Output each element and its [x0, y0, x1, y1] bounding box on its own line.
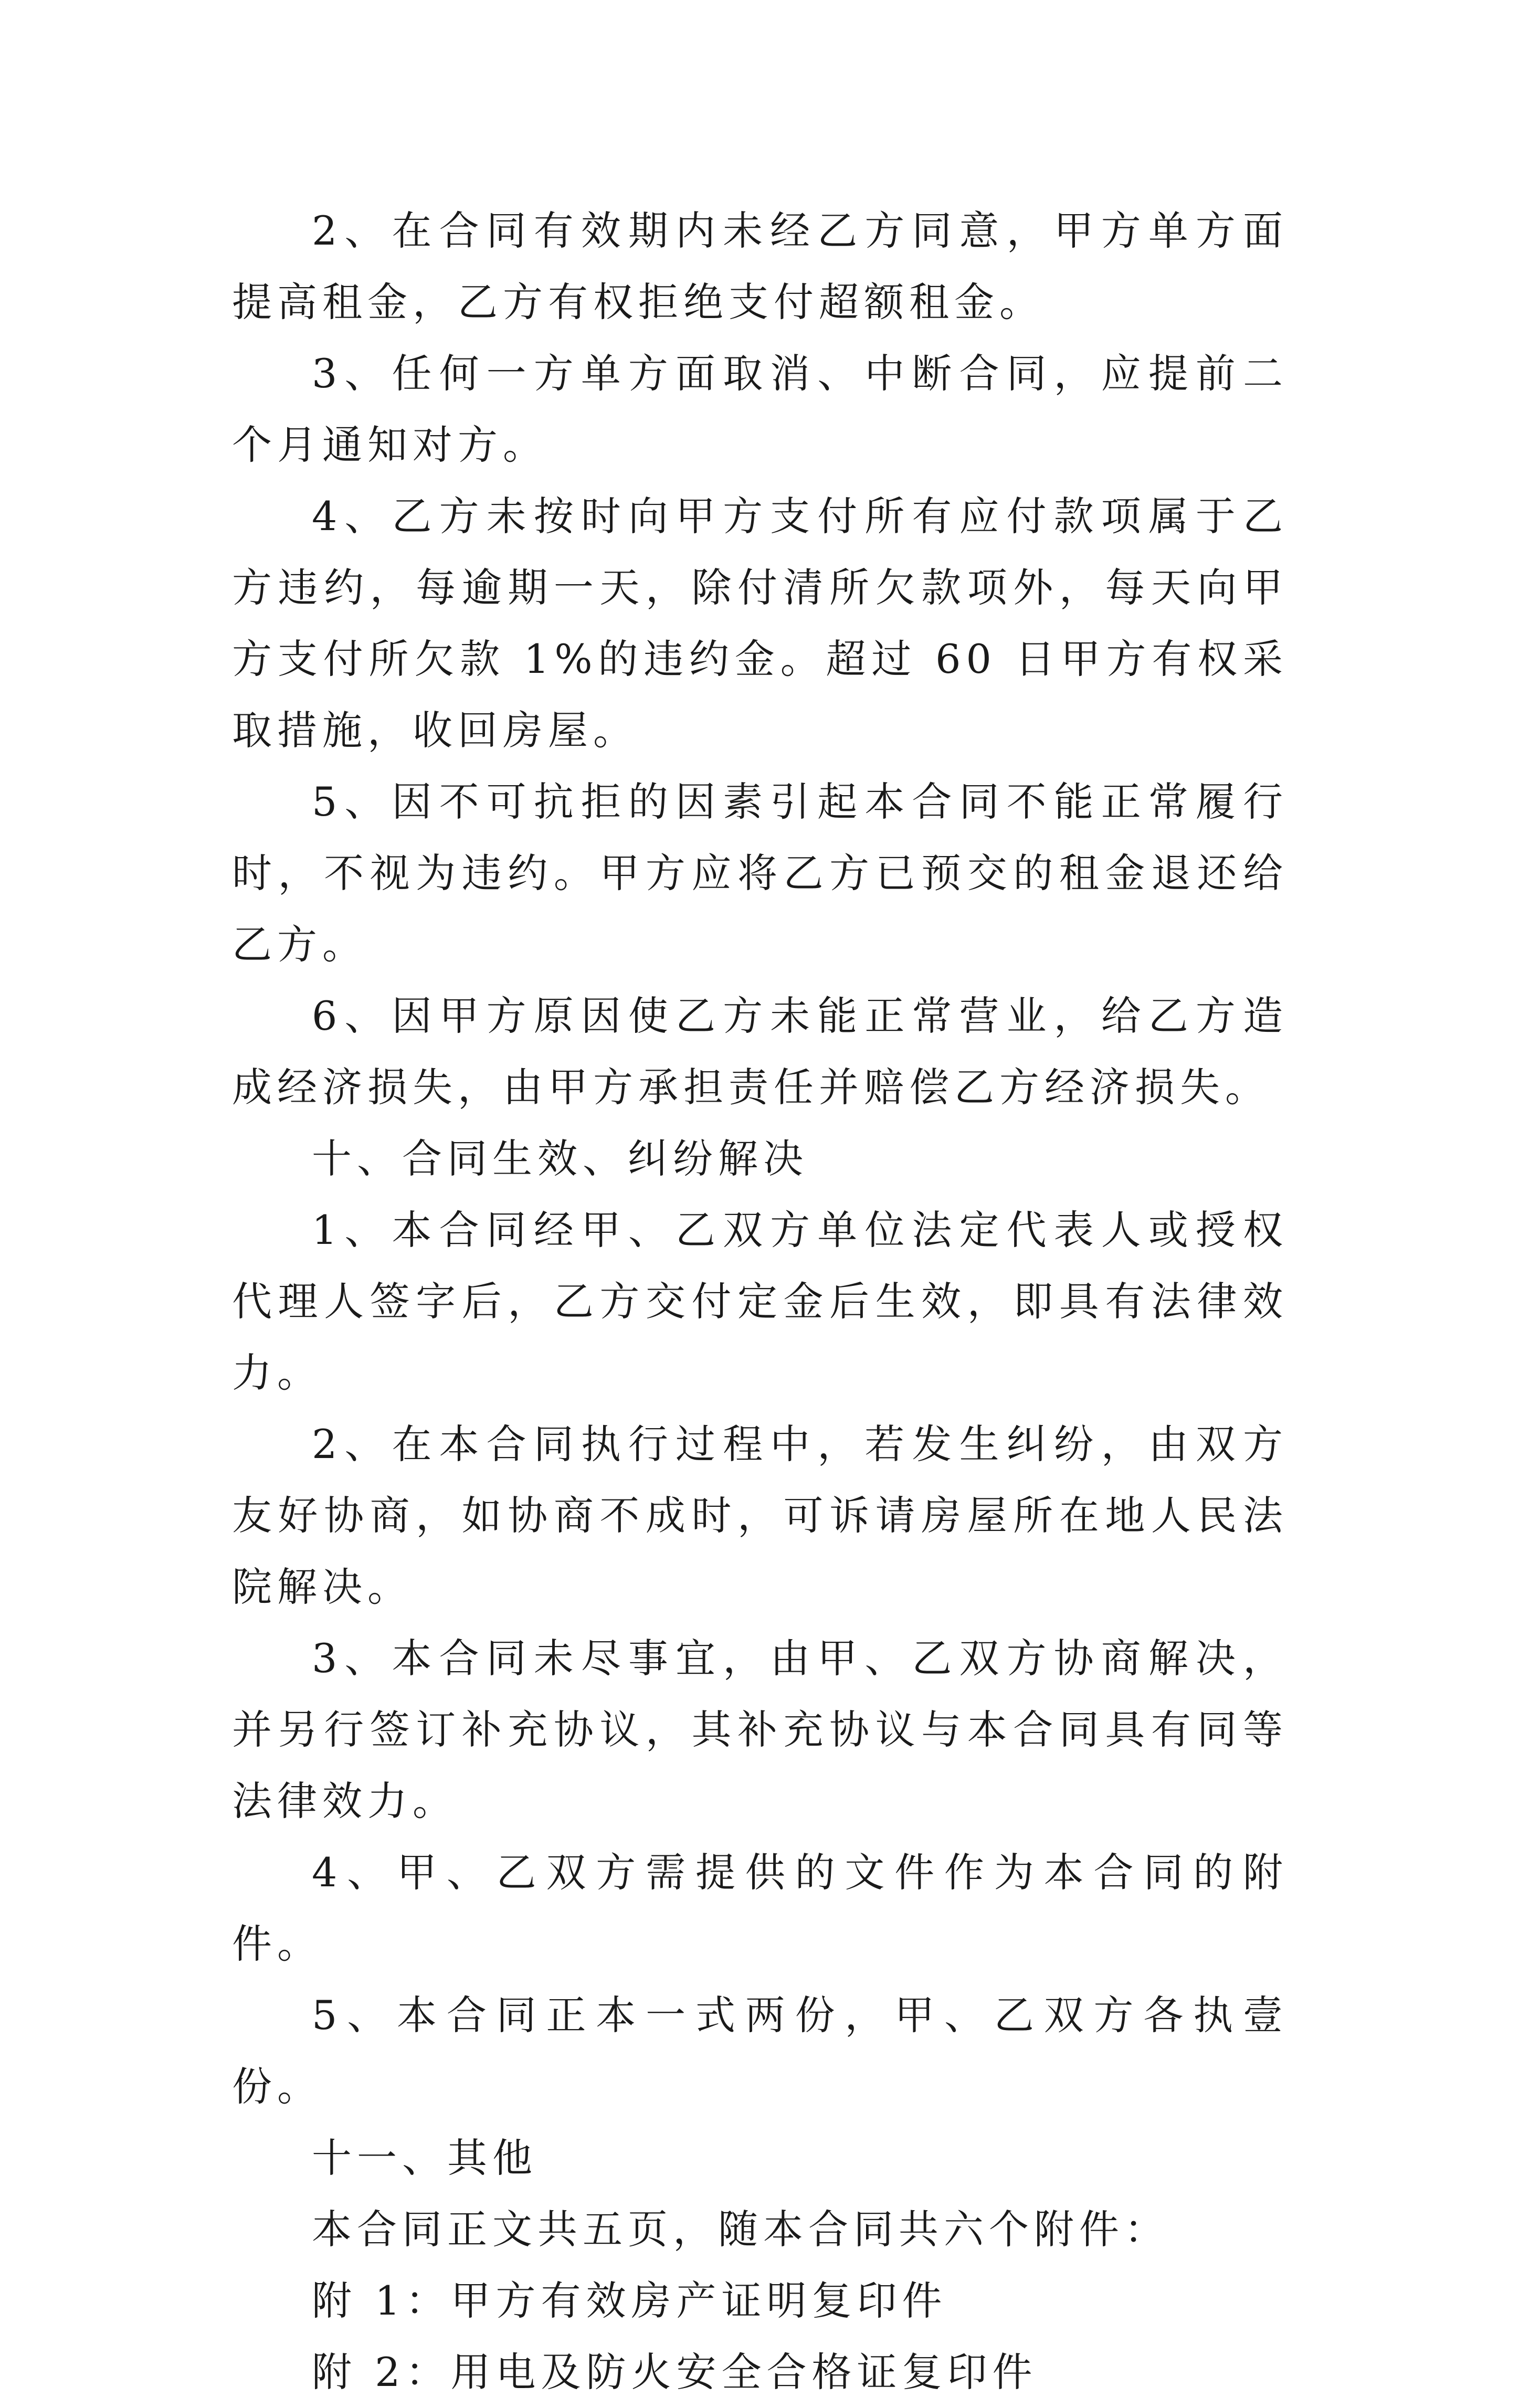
attachment-2: 附 2：用电及防火安全合格证复印件 — [312, 2349, 1038, 2395]
clause-9-5: 5、因不可抗拒的因素引起本合同不能正常履行时，不视为违约。甲方应将乙方已预交的租金退还给乙方。 — [232, 778, 1288, 968]
clause-10-5: 5、本合同正本一式两份，甲、乙双方各执壹份。 — [232, 1992, 1288, 2110]
clause-10-1: 1、本合同经甲、乙双方单位法定代表人或授权代理人签字后，乙方交付定金后生效，即具有法律效力。 — [232, 1207, 1288, 1396]
document-body — [232, 195, 1288, 2408]
section-11-heading: 十一、其他 — [312, 2135, 537, 2181]
clause-10-2: 2、在本合同执行过程中，若发生纠纷，由双方友好协商，如协商不成时，可诉请房屋所在地人民法院解决。 — [232, 1421, 1288, 1610]
clause-10-3: 3、本合同未尽事宜，由甲、乙双方协商解决，并另行签订补充协议，其补充协议与本合同具有同等法律效力。 — [232, 1635, 1288, 1824]
clause-9-2: 2、在合同有效期内未经乙方同意，甲方单方面提高租金，乙方有权拒绝支付超额租金。 — [232, 207, 1288, 325]
clause-9-4: 4、乙方未按时向甲方支付所有应付款项属于乙方违约，每逾期一天，除付清所欠款项外，每天向甲方支付所欠款 1%的违约金。超过 60 日甲方有权采取措施，收回房屋。 — [232, 493, 1288, 754]
clause-10-4: 4、甲、乙双方需提供的文件作为本合同的附件。 — [232, 1849, 1288, 1967]
clause-9-3: 3、任何一方单方面取消、中断合同，应提前二个月通知对方。 — [232, 350, 1288, 468]
section-10-heading: 十、合同生效、纠纷解决 — [312, 1135, 808, 1182]
attachments-intro: 本合同正文共五页，随本合同共六个附件： — [312, 2206, 1169, 2253]
clause-9-6: 6、因甲方原因使乙方未能正常营业，给乙方造成经济损失，由甲方承担责任并赔偿乙方经济损失。 — [232, 992, 1288, 1111]
attachment-1: 附 1：甲方有效房产证明复印件 — [312, 2277, 947, 2324]
